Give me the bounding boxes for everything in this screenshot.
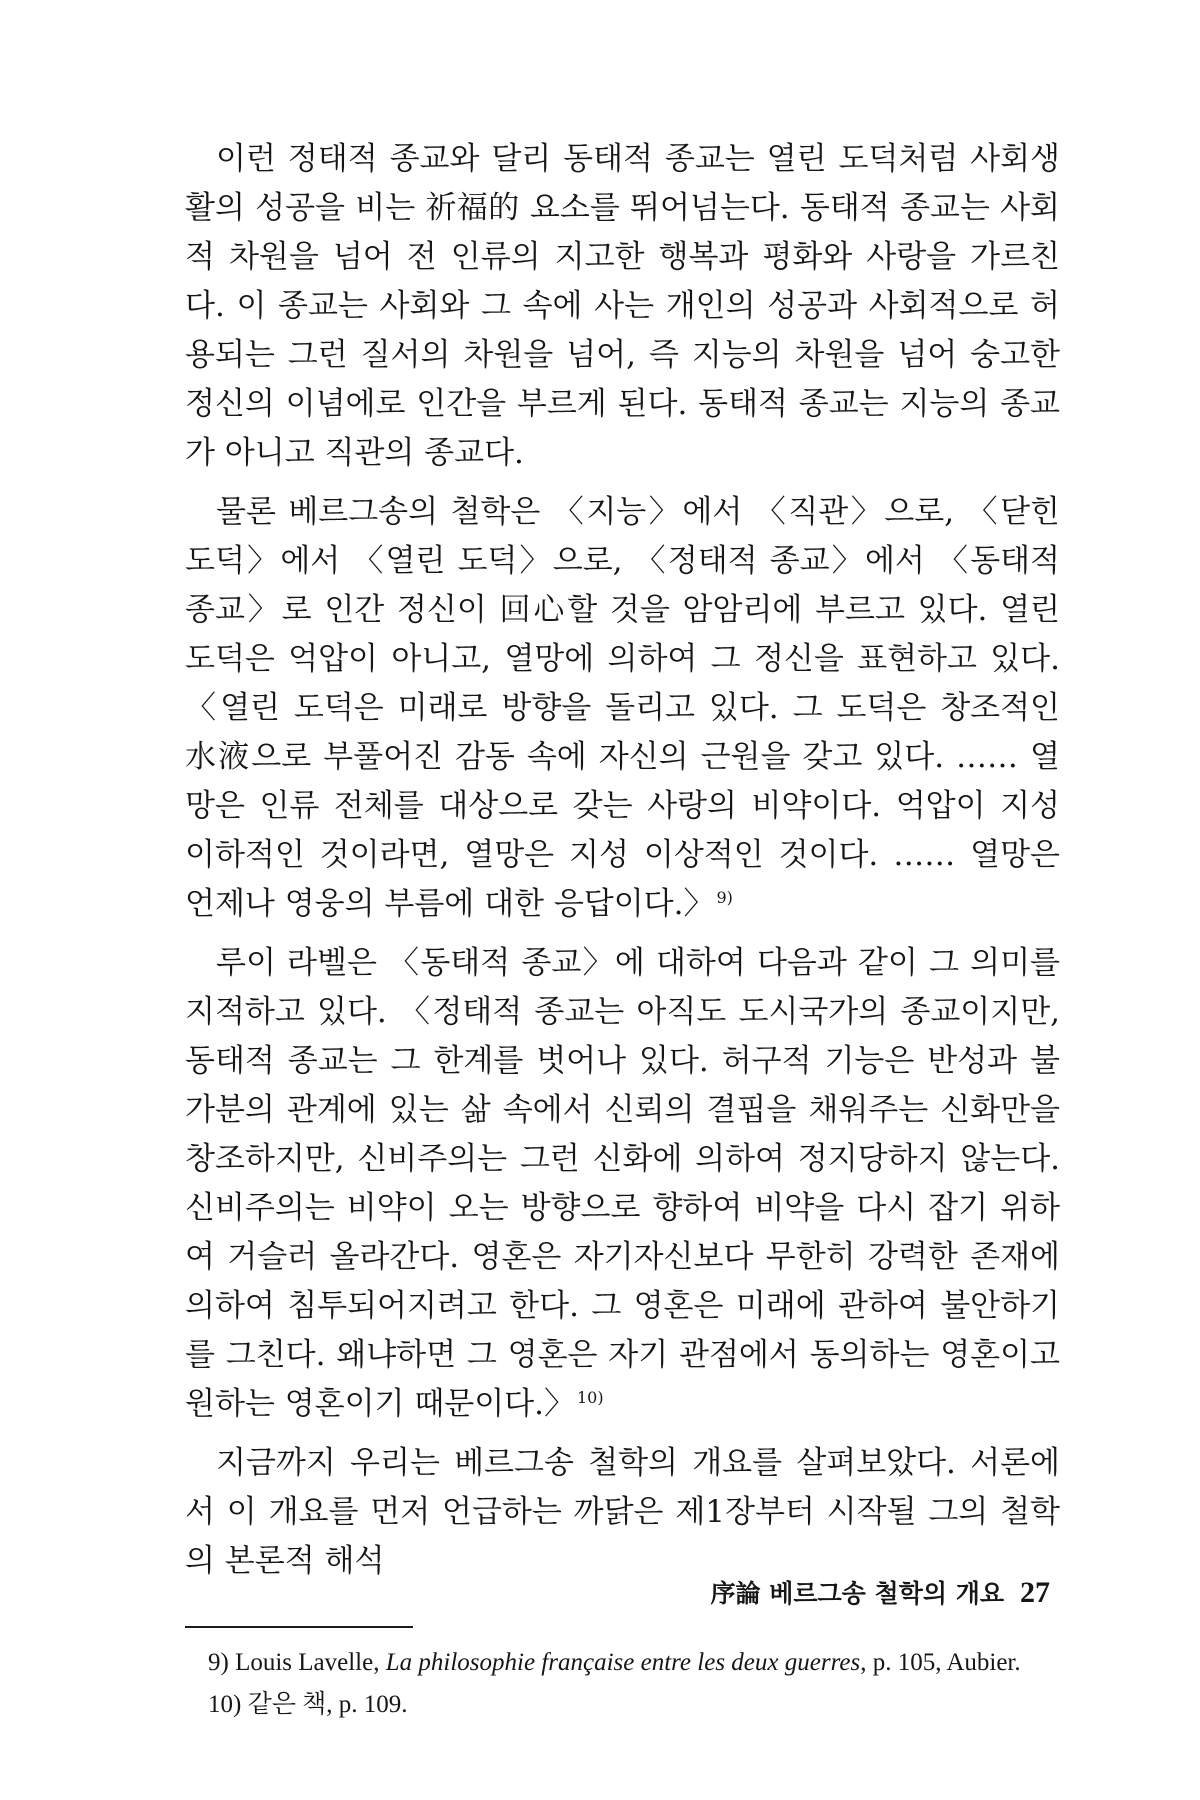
footnote-ref-10: 10)	[576, 1387, 604, 1407]
paragraph-3	[185, 939, 1060, 1429]
paragraph-2	[185, 488, 1060, 929]
paragraph-4-text: 지금까지 우리는 베르그송 철학의 개요를 살펴보았다. 서론에서 이 개요를 먼저 언급하는 까닭은 제1장부터 시작될 그의 철학의 본론적 해석	[185, 1445, 1060, 1579]
footnote-9-title: La philosophie française entre les deux guerres	[385, 1649, 861, 1676]
footnote-9	[185, 1644, 1060, 1682]
footnote-9-publisher: , p. 105, Aubier.	[860, 1649, 1021, 1676]
running-footer	[650, 1573, 1050, 1614]
paragraph-2-text: 물론 베르그송의 철학은 〈지능〉에서 〈직관〉으로, 〈닫힌 도덕〉에서 〈열린 도덕〉으로, 〈정태적 종교〉에서 〈동태적 종교〉로 인간 정신이 回心할 것을 암암리에 부르고 있다. 열린 도덕은 억압이 아니고, 열망에 의하여 그 정신을 표현하고 있다. 〈열린 도덕은 미래로 방향을 돌리고 있다. 그 도덕은 창조적인 水液으로 부풀어진 감동 속에 자신의 근원을 갖고 있다. …… 열망은 인류 전체를 대상으로 갖는 사랑의 비약이다. 억압이 지성 이하적인 것이라면, 열망은 지성 이상적인 것이다. …… 열망은 언제나 영웅의 부름에 대한 응답이다.〉	[185, 494, 1060, 922]
footnote-10	[185, 1686, 1060, 1724]
footnote-9-marker: 9)	[208, 1649, 229, 1676]
paragraph-3-text: 루이 라벨은 〈동태적 종교〉에 대하여 다음과 같이 그 의미를 지적하고 있다. 〈정태적 종교는 아직도 도시국가의 종교이지만, 동태적 종교는 그 한계를 벗어나 있다. 허구적 기능은 반성과 불가분의 관계에 있는 삶 속에서 신뢰의 결핍을 채워주는 신화만을 창조하지만, 신비주의는 그런 신화에 의하여 정지당하지 않는다. 신비주의는 비약이 오는 방향으로 향하여 비약을 다시 잡기 위하여 거슬러 올라간다. 영혼은 자기자신보다 무한히 강력한 존재에 의하여 침투되어지려고 한다. 그 영혼은 미래에 관하여 불안하기를 그친다. 왜냐하면 그 영혼은 자기 관점에서 동의하는 영혼이고 원하는 영혼이기 때문이다.〉	[185, 945, 1060, 1422]
page-number: 27	[1020, 1576, 1050, 1609]
footnote-9-author: Louis Lavelle,	[235, 1649, 386, 1676]
footnote-10-text: 같은 책, p. 109.	[247, 1691, 408, 1718]
section-title: 序論 베르그송 철학의 개요	[710, 1579, 1004, 1608]
paragraph-1	[185, 135, 1060, 478]
main-text	[185, 135, 1060, 1586]
footnote-divider	[185, 1626, 413, 1628]
footnote-10-marker: 10)	[208, 1691, 242, 1718]
paragraph-4	[185, 1439, 1060, 1586]
footnote-ref-9: 9)	[716, 887, 733, 907]
footnotes	[185, 1644, 1060, 1724]
paragraph-1-text: 이런 정태적 종교와 달리 동태적 종교는 열린 도덕처럼 사회생활의 성공을 비는 祈福的 요소를 뛰어넘는다. 동태적 종교는 사회적 차원을 넘어 전 인류의 지고한 행복과 평화와 사랑을 가르친다. 이 종교는 사회와 그 속에 사는 개인의 성공과 사회적으로 허용되는 그런 질서의 차원을 넘어, 즉 지능의 차원을 넘어 숭고한 정신의 이념에로 인간을 부르게 된다. 동태적 종교는 지능의 종교가 아니고 직관의 종교다.	[185, 141, 1060, 471]
